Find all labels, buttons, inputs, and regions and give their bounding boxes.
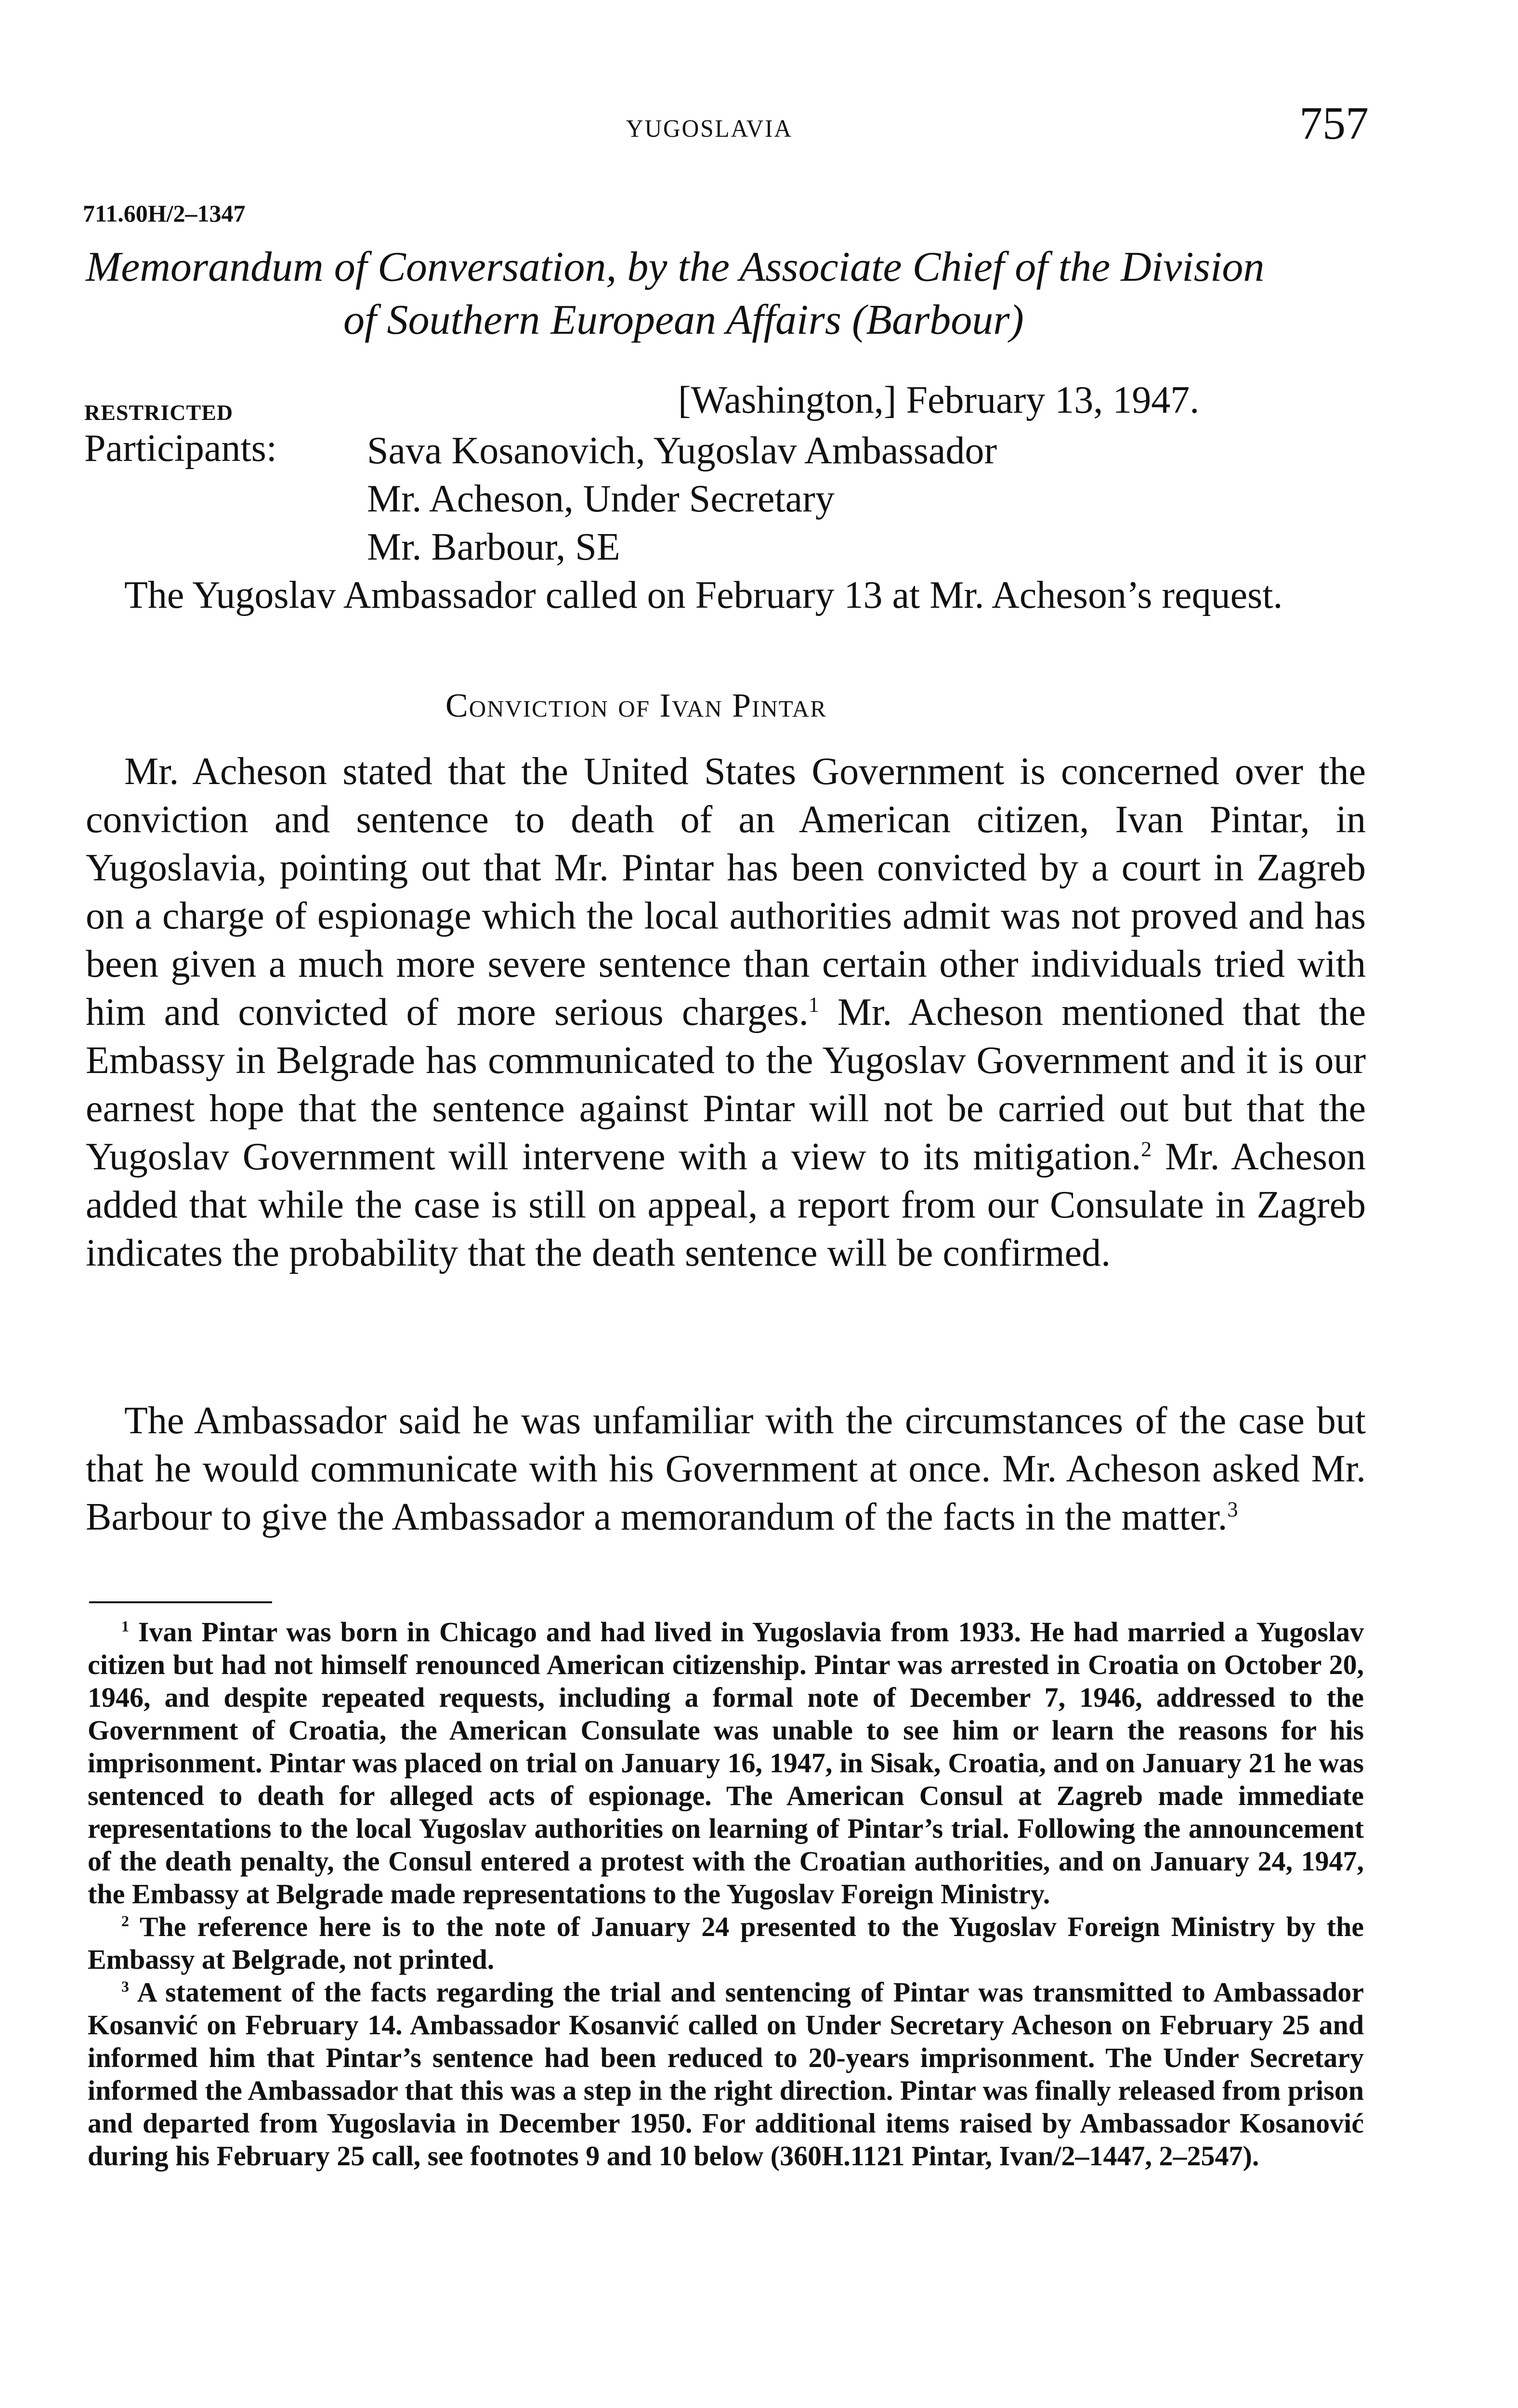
participant-barbour: Mr. Barbour, SE [367,526,620,568]
section-heading: Conviction of Ivan Pintar [445,687,827,724]
footnote-3-text: A statement of the facts regarding the trial and sentencing of Pintar was transmitted to Ambassador Kosanvić on February 14. Ambassador Kosanvić called on Under Secretary Acheson on February 25 and informed him that Pintar’s sentence had been reduced to 20-years imprisonment. The Under Secretary informed the Ambassador that this was a step in the right direction. Pintar was finally released from prison and departed from Yugoslavia in December 1950. For additional items raised by Ambassador Kosanović during his February 25 call, see footnotes 9 and 10 below (360H.1121 Pintar, Ivan/2–1447, 2–2547). [88,1976,1364,2172]
footnote-1 [88,1616,1364,1911]
intro-paragraph: The Yugoslav Ambassador called on February 13 at Mr. Acheson’s request. [124,574,1283,616]
footnote-3 [88,1976,1364,2172]
footnote-ref-3: 3 [1227,1497,1238,1521]
running-title: YUGOSLAVIA [626,115,793,143]
document-title-line-1: Memorandum of Conversation, by the Associate Chief of the Division [86,244,1265,290]
file-number: 711.60H/2–1347 [83,200,246,227]
body-paragraph-2 [86,1397,1366,1541]
footnote-2-text: The reference here is to the note of January 24 presented to the Yugoslav Foreign Ministry by the Embassy at Belgrade, not printed. [88,1911,1364,1975]
footnote-ref-1: 1 [808,993,819,1017]
paragraph-1-part-b: Mr. Acheson mentioned that the Embassy in Belgrade has communicated to the Yugoslav Government and it is our earnest hope that the sentence against Pintar will not be carried out but that the Yugoslav Government will intervene with a view to its mitigation. [86,991,1366,1178]
document-title [86,241,1386,347]
footnote-3-marker: 3 [121,1978,129,1995]
footnote-divider [89,1601,272,1603]
participant-ambassador: Sava Kosanovich, Yugoslav Ambassador [367,430,997,472]
paragraph-1-part-a: Mr. Acheson stated that the United States Government is concerned over the conviction and sentence to death of an American citizen, Ivan Pintar, in Yugoslavia, pointing out that Mr. Pintar has been convicted by a court in Zagreb on a charge of espionage which the local authorities admit was not proved and has been given a much more severe sentence than certain other individuals tried with him and convicted of more serious charges. [86,750,1366,1034]
dateline: [Washington,] February 13, 1947. [678,379,1200,421]
participants-list [367,427,997,571]
footnotes [88,1616,1364,2172]
participants-label: Participants: [84,427,277,470]
page-number: 757 [1299,97,1369,149]
classification-label: RESTRICTED [84,400,234,425]
footnote-2-marker: 2 [121,1912,129,1930]
footnote-ref-2: 2 [1141,1137,1152,1161]
footnote-1-text: Ivan Pintar was born in Chicago and had lived in Yugoslavia from 1933. He had married a Yugoslav citizen but had not himself renounced American citizenship. Pintar was arrested in Croatia on October 20, 1946, and despite repeated requests, including a formal note of December 7, 1946, addressed to the Government of Croatia, the American Consulate was unable to see him or learn the reasons for his imprisonment. Pintar was placed on trial on January 16, 1947, in Sisak, Croatia, and on January 21 he was sentenced to death for alleged acts of espionage. The American Consul at Zagreb made immediate representations to the local Yugoslav authorities on learning of Pintar’s trial. Following the announcement of the death penalty, the Consul entered a protest with the Croatian authorities, and on January 24, 1947, the Embassy at Belgrade made representations to the Yugoslav Foreign Ministry. [88,1616,1364,1910]
paragraph-1-part-c: Mr. Acheson added that while the case is still on appeal, a report from our Consulate in Zagreb indicates the probability that the death sentence will be confirmed. [86,1136,1366,1274]
paragraph-2-text: The Ambassador said he was unfamiliar with the circumstances of the case but that he would communicate with his Government at once. Mr. Acheson asked Mr. Barbour to give the Ambassador a memorandum of the facts in the matter. [86,1400,1366,1538]
footnote-2 [88,1911,1364,1976]
participant-acheson: Mr. Acheson, Under Secretary [367,478,835,520]
document-title-line-2: of Southern European Affairs (Barbour) [343,297,1024,343]
footnote-1-marker: 1 [121,1618,129,1635]
body-paragraph-1 [86,747,1366,1277]
